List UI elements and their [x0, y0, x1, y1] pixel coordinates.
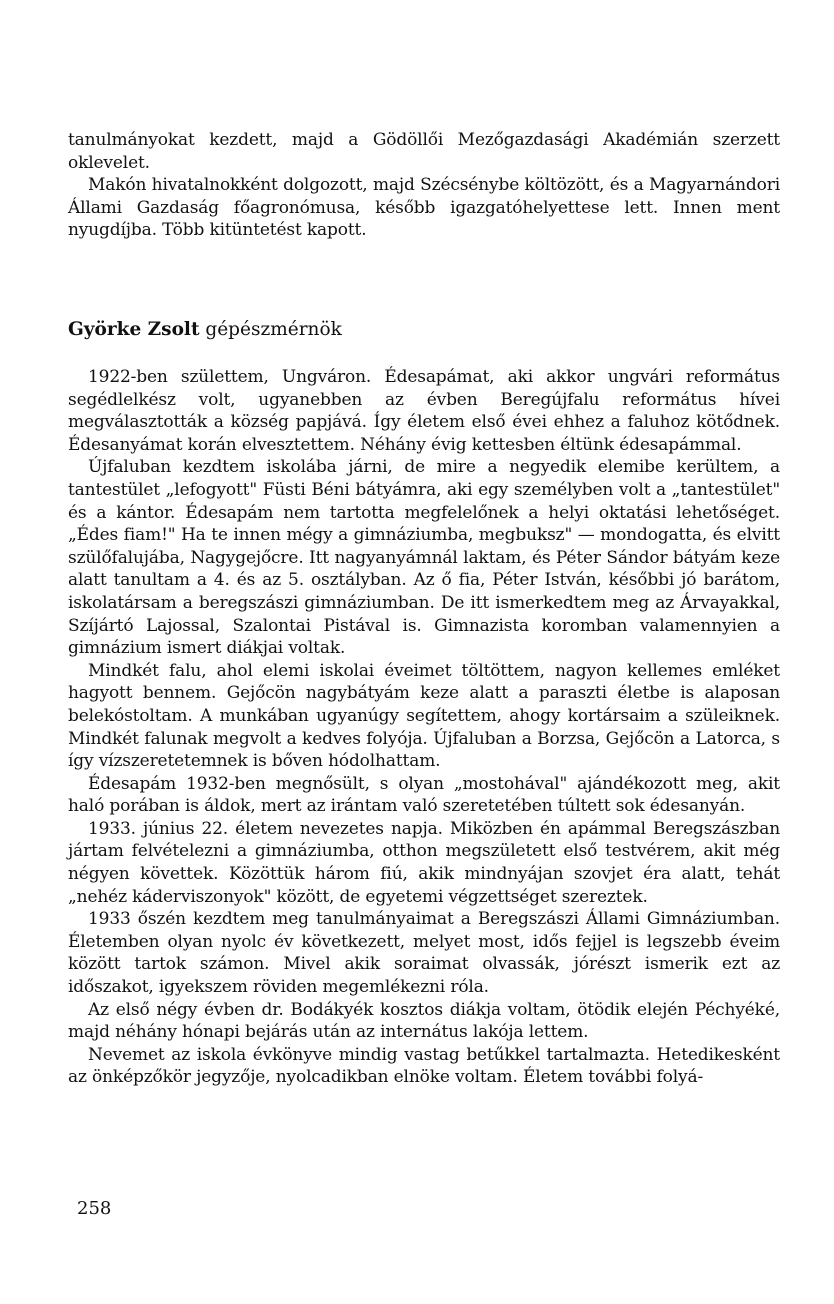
intro-paragraph-2: Makón hivatalnokként dolgozott, majd Szécsénybe költözött, és a Magyarnándori Állami Gazdaság főagronómusa, később igazgatóhelyettese lett. Innen ment nyugdíjba. Több kitüntetést kapott.: [68, 175, 780, 241]
intro-text: [68, 129, 780, 242]
body-paragraph-1: 1922-ben születtem, Ungváron. Édesapámat, aki akkor ungvári református segédlelkész volt, ugyanebben az évben Beregújfalu református hívei megválasztották a község papjává. Így életem első évei ehhez a faluhoz kötődnek. Édesanyámat korán elvesztettem. Néhány évig kettesben éltünk édesapámmal.: [68, 367, 780, 455]
memoir-text: [68, 366, 780, 1089]
body-paragraph-8: Nevemet az iskola évkönyve mindig vastag betűkkel tartalmazta. Hetedikesként az önképzőkör jegyzője, nyolcadikban elnöke voltam. Életem további folyá-: [68, 1044, 780, 1088]
body-paragraph-3: Mindkét falu, ahol elemi iskolai éveimet töltöttem, nagyon kellemes emléket hagyott bennem. Gejőcön nagybátyám keze alatt a paraszti életbe is alaposan belekóstoltam. A munkában ugyanúgy segítettem, ahogy kortársaim a szüleiknek. Mindkét falunak megvolt a kedves folyója. Újfaluban a Borzsa, Gejőcön a Latorca, s így vízszeretetemnek is bőven hódolhattam.: [68, 660, 780, 772]
intro-paragraph-1: tanulmányokat kezdett, majd a Gödöllői Mezőgazdasági Akadémián szerzett oklevelet.: [68, 130, 780, 173]
section-heading: [68, 318, 342, 342]
body-paragraph-5: 1933. június 22. életem nevezetes napja. Miközben én apámmal Beregszászban jártam felvételezni a gimnáziumba, otthon megszületett első testvérem, akit még négyen követtek. Közöttük három fiú, akik mindnyájan szovjet éra alatt, tehát „nehéz káderviszonyok" között, de egyetemi végzettséget szereztek.: [68, 818, 780, 907]
page-number: 258: [77, 1198, 112, 1219]
body-paragraph-7: Az első négy évben dr. Bodákyék kosztos diákja voltam, ötödik elején Péchyéké, majd néhány hónapi bejárás után az internátus lakója lettem.: [68, 999, 780, 1043]
body-paragraph-2: Újfaluban kezdtem iskolába járni, de mire a negyedik elemibe kerültem, a tantestület „lefogyott" Füsti Béni bátyámra, aki egy személyben volt a „tantestület" és a kántor. Édesapám nem tartotta megfelelőnek a helyi oktatási lehetőséget. „Édes fiam!" Ha te innen mégy a gimnáziumba, megbuksz" — mondogatta, és elvitt szülőfalujába, Nagygejőcre. Itt nagyanyámnál laktam, és Péter Sándor bátyám keze alatt tanultam a 4. és az 5. osztályban. Az ő fia, Péter István, későbbi jó barátom, iskolatársam a beregszászi gimnáziumban. De itt ismerkedtem meg az Árvayakkal, Szíjártó Lajossal, Szalontai Pistával is. Gimnazista koromban valamennyien a gimnázium ismert diákjai voltak.: [68, 457, 780, 659]
author-name: Györke Zsolt: [68, 319, 200, 340]
author-profession: gépészmérnök: [205, 319, 342, 340]
body-paragraph-4: Édesapám 1932-ben megnősült, s olyan „mostohával" ajándékozott meg, akit haló porában is áldok, mert az irántam való szeretetében túltett sok édesanyán.: [68, 773, 780, 817]
body-paragraph-6: 1933 őszén kezdtem meg tanulmányaimat a Beregszászi Állami Gimnáziumban. Életemben olyan nyolc év következett, melyet most, idős fejjel is legszebb éveim között tartok számon. Mivel akik soraimat olvassák, jórészt ismerik ezt az időszakot, igyekszem röviden megemlékezni róla.: [68, 909, 780, 998]
